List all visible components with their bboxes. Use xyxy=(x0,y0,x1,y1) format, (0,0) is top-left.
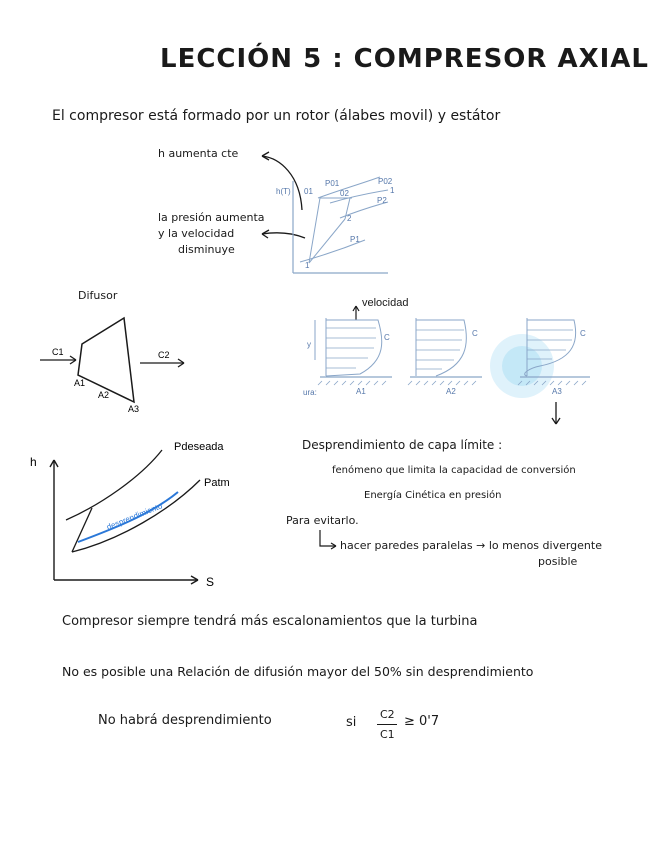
page-title: LECCIÓN 5 : COMPRESOR AXIAL xyxy=(160,44,649,74)
label-p1: P1 xyxy=(350,235,360,244)
note-3: No habrá desprendimiento xyxy=(98,713,272,728)
profile2-pos: A2 xyxy=(446,387,456,396)
pressure-note-2: y la velocidad xyxy=(158,227,235,240)
hs-plot-s: S xyxy=(206,575,215,589)
profile3-pos: A3 xyxy=(552,387,562,396)
label-p01: P01 xyxy=(325,179,340,188)
label-a3: A3 xyxy=(128,404,140,414)
profile2-c: C xyxy=(472,329,478,338)
p-deseada: Pdeseada xyxy=(174,441,224,453)
label-1b: 1 xyxy=(390,186,395,195)
label-02: 02 xyxy=(340,189,349,198)
label-2: 2 xyxy=(347,214,352,223)
profile1-c: C xyxy=(384,333,390,342)
intro-text: El compresor está formado por un rotor (álabes movil) y estátor xyxy=(52,108,501,124)
fraction-denominator: C1 xyxy=(380,728,395,741)
wall-label: ura: xyxy=(303,388,317,397)
boundary-line-3: Para evitarlo. xyxy=(286,514,359,527)
pressure-note-3: disminuye xyxy=(178,243,235,256)
curve-label: desprendimiento xyxy=(105,501,164,532)
p-atm: Patm xyxy=(204,477,230,489)
pressure-note-1: la presión aumenta xyxy=(158,211,265,224)
axis-h-label: h(T) xyxy=(276,187,291,196)
note-3-si: si xyxy=(346,715,357,730)
label-1: 1 xyxy=(305,261,310,270)
h-note: h aumenta cte xyxy=(158,147,239,160)
label-a1: A1 xyxy=(74,378,86,388)
fraction-numerator: C2 xyxy=(380,708,395,721)
boundary-line-1: fenómeno que limita la capacidad de conversión xyxy=(332,465,576,476)
fraction-rhs: ≥ 0'7 xyxy=(404,714,440,729)
label-a2: A2 xyxy=(98,390,110,400)
note-2: No es posible una Relación de difusión mayor del 50% sin desprendimiento xyxy=(62,664,534,679)
boundary-line-5: posible xyxy=(538,555,578,568)
label-p02: P02 xyxy=(378,177,393,186)
difusor-title: Difusor xyxy=(78,289,118,302)
profile1-pos: A1 xyxy=(356,387,366,396)
hs-plot-h: h xyxy=(30,455,37,469)
label-01: 01 xyxy=(304,187,313,196)
boundary-line-4: hacer paredes paralelas → lo menos divergente xyxy=(340,539,602,552)
y-label: y xyxy=(307,340,311,349)
boundary-heading: Desprendimiento de capa límite : xyxy=(302,438,503,452)
velocidad-label: velocidad xyxy=(362,297,409,309)
label-p2: P2 xyxy=(377,196,387,205)
boundary-line-2: Energía Cinética en presión xyxy=(364,490,502,501)
label-c1: C1 xyxy=(52,347,64,357)
note-1: Compresor siempre tendrá más escalonamientos que la turbina xyxy=(62,614,478,629)
profile3-c: C xyxy=(580,329,586,338)
fraction-bar xyxy=(377,724,397,725)
label-c2: C2 xyxy=(158,350,170,360)
